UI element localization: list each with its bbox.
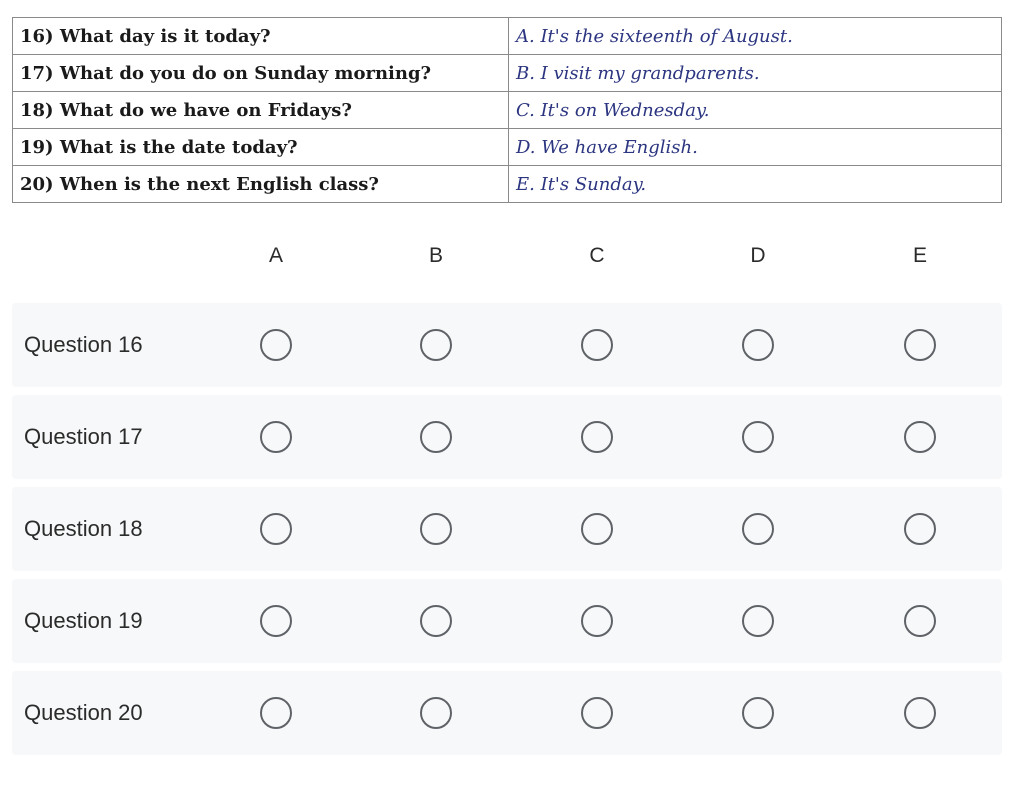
radio-button-q19-c[interactable]: [581, 605, 613, 637]
column-label-b: B: [428, 244, 443, 267]
radio-button-q16-e[interactable]: [904, 329, 936, 361]
radio-button-q16-a[interactable]: [260, 329, 292, 361]
radio-button-q18-d[interactable]: [742, 513, 774, 545]
radio-button-q20-e[interactable]: [904, 697, 936, 729]
radio-button-q17-c[interactable]: [581, 421, 613, 453]
radio-button-q20-b[interactable]: [420, 697, 452, 729]
radio-button-q18-e[interactable]: [904, 513, 936, 545]
radio-button-q17-d[interactable]: [742, 421, 774, 453]
radio-button-q16-d[interactable]: [742, 329, 774, 361]
column-label-a: A: [268, 244, 283, 267]
grid-row-question-19: [12, 579, 1002, 663]
table-row: [13, 18, 1002, 55]
row-label: Question 16: [24, 332, 143, 357]
question-cell: 19) What is the date today?: [13, 129, 509, 166]
radio-button-q18-b[interactable]: [420, 513, 452, 545]
radio-button-q20-a[interactable]: [260, 697, 292, 729]
column-label-e: E: [912, 244, 927, 267]
row-label: Question 18: [24, 516, 143, 541]
radio-button-q16-c[interactable]: [581, 329, 613, 361]
table-row: [13, 92, 1002, 129]
question-cell: 16) What day is it today?: [13, 18, 509, 55]
radio-button-q16-b[interactable]: [420, 329, 452, 361]
table-row: [13, 55, 1002, 92]
radio-button-q17-e[interactable]: [904, 421, 936, 453]
radio-button-q19-e[interactable]: [904, 605, 936, 637]
grid-row-question-20: [12, 671, 1002, 755]
radio-button-q19-d[interactable]: [742, 605, 774, 637]
answer-cell: D. We have English.: [509, 129, 1002, 166]
grid-column-header: [0, 244, 1024, 272]
row-label: Question 19: [24, 608, 143, 633]
question-cell: 18) What do we have on Fridays?: [13, 92, 509, 129]
radio-button-q19-b[interactable]: [420, 605, 452, 637]
row-label: Question 20: [24, 700, 143, 725]
question-cell: 17) What do you do on Sunday morning?: [13, 55, 509, 92]
radio-button-q19-a[interactable]: [260, 605, 292, 637]
radio-button-q20-d[interactable]: [742, 697, 774, 729]
grid-row-question-18: [12, 487, 1002, 571]
column-label-c: C: [589, 244, 605, 267]
grid-row-question-17: [12, 395, 1002, 479]
radio-button-q18-a[interactable]: [260, 513, 292, 545]
radio-button-q17-a[interactable]: [260, 421, 292, 453]
question-cell: 20) When is the next English class?: [13, 166, 509, 203]
row-label: Question 17: [24, 424, 143, 449]
column-label-d: D: [750, 244, 766, 267]
table-row: [13, 129, 1002, 166]
answer-cell: E. It's Sunday.: [509, 166, 1002, 203]
radio-button-q20-c[interactable]: [581, 697, 613, 729]
radio-button-q18-c[interactable]: [581, 513, 613, 545]
answer-cell: C. It's on Wednesday.: [509, 92, 1002, 129]
table-row: [13, 166, 1002, 203]
radio-button-q17-b[interactable]: [420, 421, 452, 453]
matching-table: [12, 17, 1002, 203]
grid-row-question-16: [12, 303, 1002, 387]
answer-cell: B. I visit my grandparents.: [509, 55, 1002, 92]
answer-cell: A. It's the sixteenth of August.: [509, 18, 1002, 55]
